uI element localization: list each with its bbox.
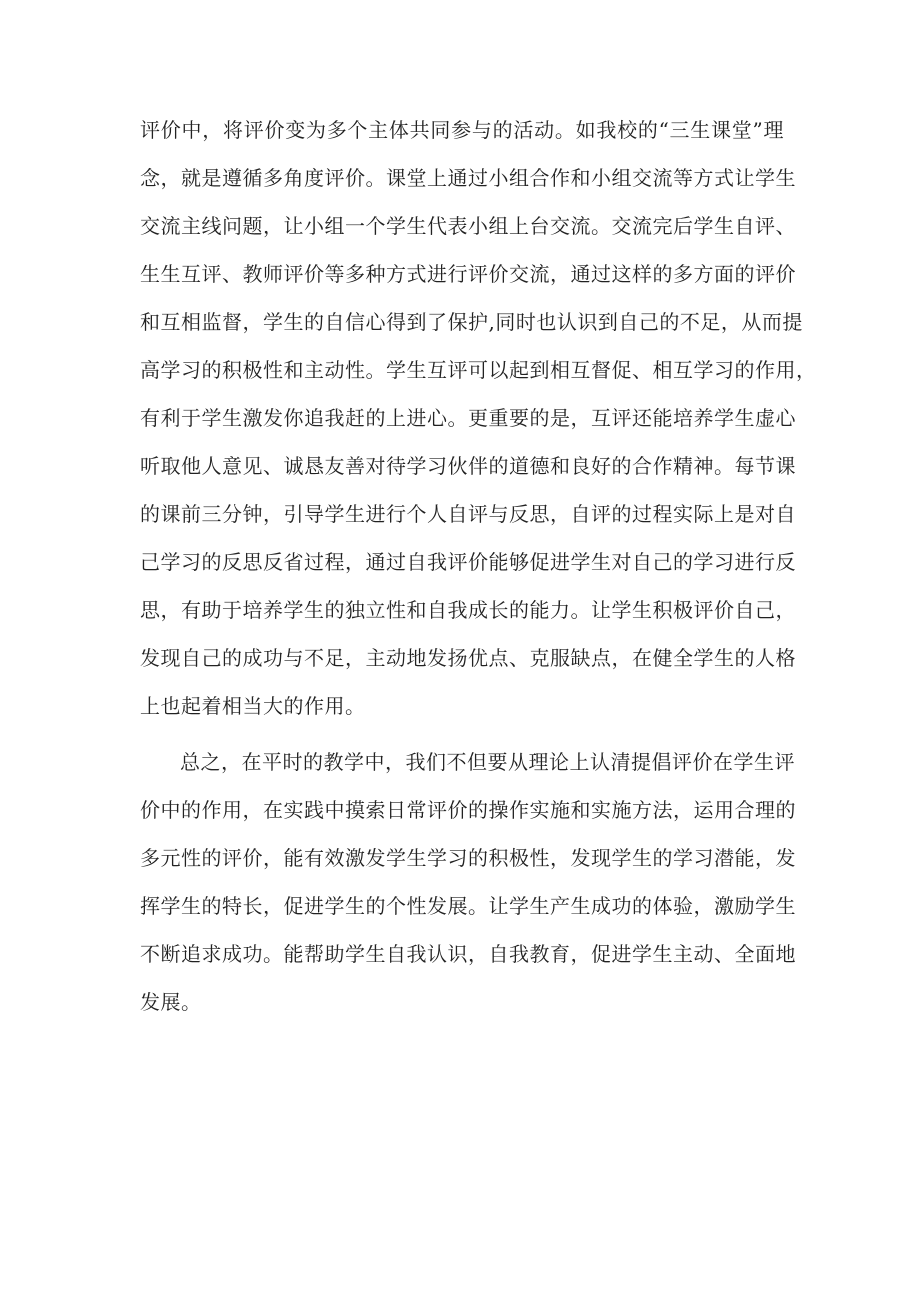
- text-line: 高学习的积极性和主动性。学生互评可以起到相互督促、相互学习的作用，: [140, 358, 817, 382]
- text-line: 上也起着相当大的作用。: [140, 694, 366, 718]
- text-line: 生生互评、教师评价等多种方式进行评价交流，通过这样的多方面的评价: [140, 262, 796, 286]
- text-line: 听取他人意见、诚恳友善对待学习伙伴的道德和良好的合作精神。每节课: [140, 454, 796, 478]
- text-line: 总之，在平时的教学中，我们不但要从理论上认清提倡评价在学生评: [180, 750, 795, 774]
- text-line: 和互相监督，学生的自信心得到了保护,同时也认识到自己的不足，从而提: [140, 310, 803, 334]
- text-line: 价中的作用，在实践中摸索日常评价的操作实施和实施方法，运用合理的: [140, 798, 796, 822]
- text-line: 发现自己的成功与不足，主动地发扬优点、克服缺点，在健全学生的人格: [140, 646, 796, 670]
- text-line: 发展。: [140, 990, 202, 1014]
- text-line: 不断追求成功。能帮助学生自我认识，自我教育，促进学生主动、全面地: [140, 942, 796, 966]
- text-line: 念，就是遵循多角度评价。课堂上通过小组合作和小组交流等方式让学生: [140, 166, 796, 190]
- text-line: 有利于学生激发你追我赶的上进心。更重要的是，互评还能培养学生虚心: [140, 406, 796, 430]
- text-line: 己学习的反思反省过程，通过自我评价能够促进学生对自己的学习进行反: [140, 550, 796, 574]
- text-line: 思，有助于培养学生的独立性和自我成长的能力。让学生积极评价自己，: [140, 598, 796, 622]
- text-line: 的课前三分钟，引导学生进行个人自评与反思，自评的过程实际上是对自: [140, 502, 796, 526]
- text-line: 评价中，将评价变为多个主体共同参与的活动。如我校的“三生课堂”理: [140, 118, 784, 142]
- text-line: 挥学生的特长，促进学生的个性发展。让学生产生成功的体验，激励学生: [140, 894, 796, 918]
- text-line: 交流主线问题，让小组一个学生代表小组上台交流。交流完后学生自评、: [140, 214, 796, 238]
- text-line: 多元性的评价，能有效激发学生学习的积极性，发现学生的学习潜能，发: [140, 846, 796, 870]
